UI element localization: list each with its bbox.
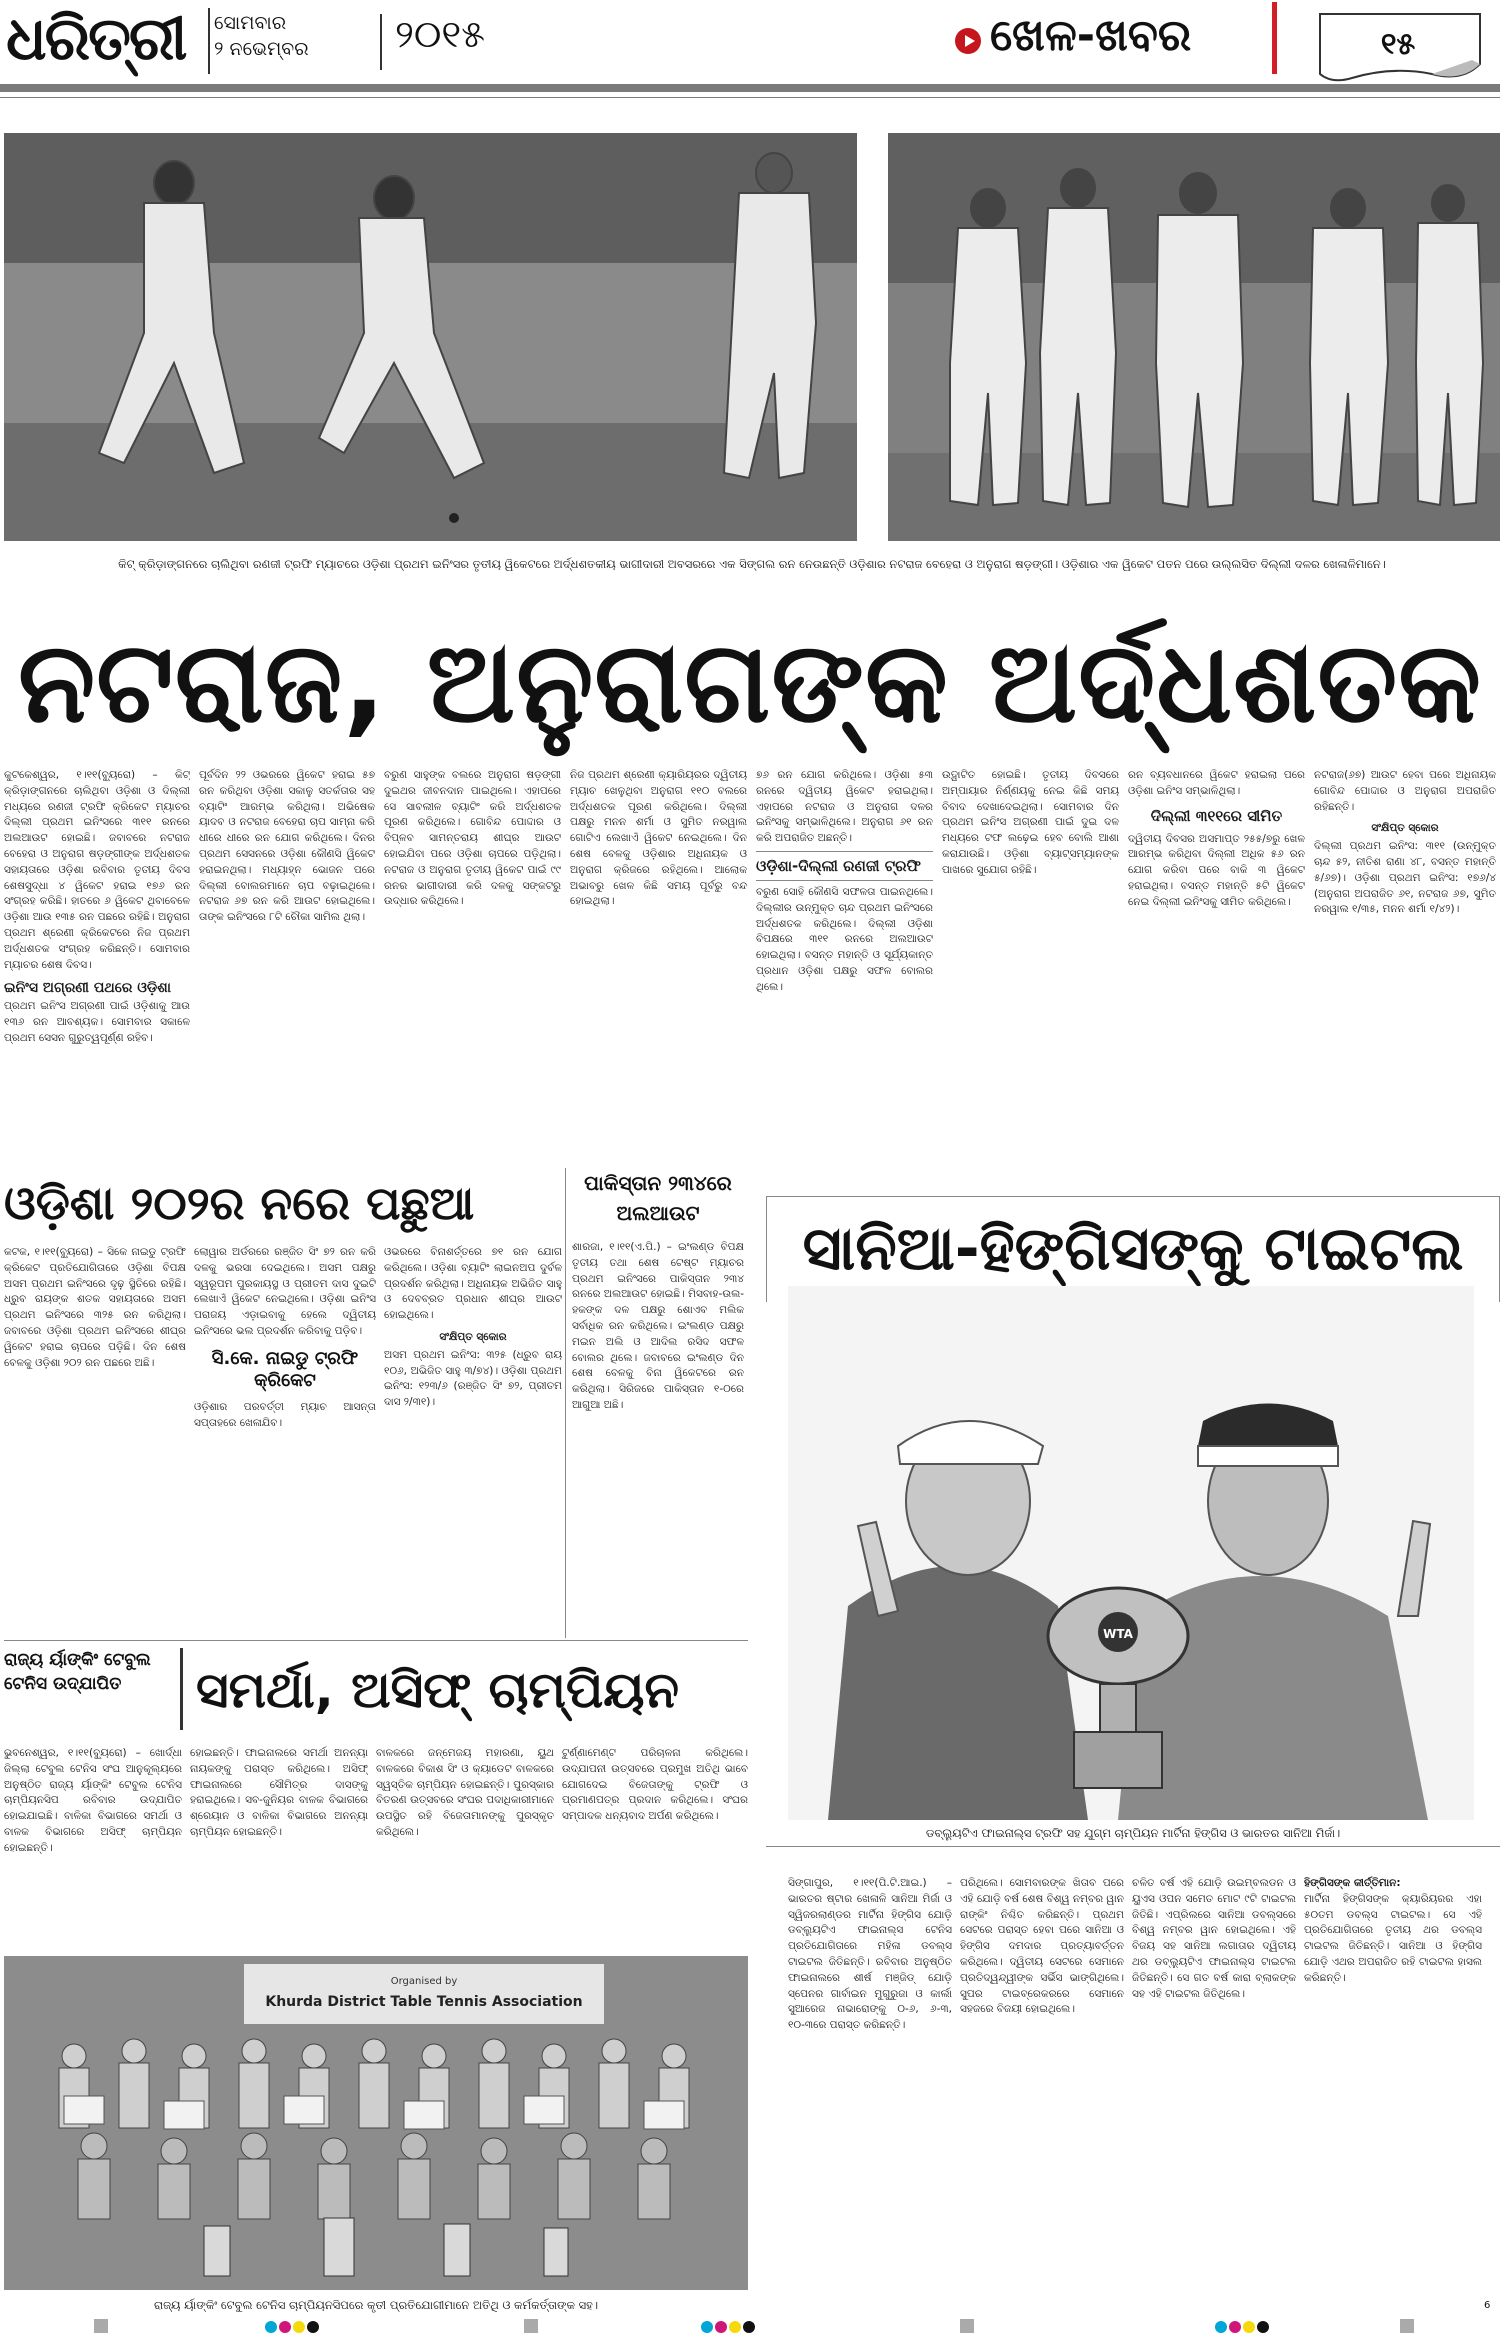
odisha-col-2b-text: ଓଡ଼ିଶାର ପରବର୍ତ୍ତୀ ମ୍ୟାଚ ଆସନ୍ତା ସପ୍ତାହରେ ଖେଳାଯିବ। — [194, 1400, 376, 1429]
tt-headline: ସମର୍ଥା, ଅସିଫ୍ ଚାମ୍ପିୟନ — [196, 1661, 680, 1719]
sania-caption: ଡବ୍ଲ୍ୟୁଟିଏ ଫାଇନାଲ୍ସ ଟ୍ରଫି ସହ ଯୁଗ୍ମ ଚାମ୍ପିୟନ ମାର୍ଟିନା ହିଙ୍ଗିସ ଓ ଭାରତର ସାନିଆ ମିର୍ଜା। — [925, 1826, 1341, 1840]
ranji-col-6: ଉଦ୍ଘାଟିତ ହୋଇଛି। ତୃତୀୟ ଦିବସରେ ଅମ୍ପାୟାର ନିର୍ଣ୍ଣୟକୁ ନେଇ କିଛି ସମୟ ବିବାଦ ଦେଖାଦେଇଥିଲା। ସୋମବାର ଦିନ ପ୍ରଥମ ଇନିଂସ ଅଗ୍ରଣୀ ପାଇଁ ଦୁଇ ଦଳ ମଧ୍ୟରେ ଟଫ ଲଢ଼େଇ ହେବ ବୋଲି ଆଶା କରାଯାଉଛି। ଓଡ଼ିଶା ବ୍ୟାଟ୍ସମ୍ୟାନଙ୍କ ପାଖରେ ସୁଯୋଗ ରହିଛି। — [942, 769, 1119, 876]
section-red-bar — [1272, 2, 1277, 74]
section-title: ଖେଳ-ଖବର — [990, 10, 1192, 61]
sania-caption-rule — [766, 1846, 1500, 1847]
header-divider-2 — [380, 14, 382, 70]
ranji-col-4: ନିଜ ପ୍ରଥମ ଶ୍ରେଣୀ କ୍ୟାରିୟରର ଦ୍ୱିତୀୟ ମ୍ୟାଚ ଖେଳୁଥିବା ଅନୁରାଗ ୧୧୦ ବଲରେ ଅର୍ଦ୍ଧଶତକ ପୂରଣ କରିଥିଲେ। ଦିଲ୍ଲୀ ପକ୍ଷରୁ ମନନ ଶର୍ମା ଓ ସୁମିତ ନରୱାଲ ଗୋଟିଏ ଲେଖାଏଁ ୱିକେଟ ନେଇଥିଲେ। ଦିନ ଶେଷ ବେଳକୁ ଓଡ଼ିଶାର ଅଧିନାୟକ ଓ ଅନୁରାଗ କ୍ରିଜରେ ରହିଥିଲେ। ଆଲୋକ ଅଭାବରୁ ଖେଳ କିଛି ସମୟ ପୂର୍ବରୁ ବନ୍ଦ ହୋଇଥିଲା। — [570, 769, 747, 908]
top-photo-caption: କିଟ୍ କ୍ରିଡ଼ାଙ୍ଗନରେ ଚାଲିଥିବା ରଣଜୀ ଟ୍ରଫି ମ୍ୟାଚରେ ଓଡ଼ିଶା ପ୍ରଥମ ଇନିଂସର ତୃତୀୟ ୱିକେଟରେ ଅର୍ଦ୍ଧଶତକୀୟ ଭାଗୀଦାରୀ ଅବସରରେ ଏକ ସିଙ୍ଗଲ ରନ ନେଉଛନ୍ତି ଓଡ଼ିଶାର ନଟରାଜ ବେହେରା ଓ ଅନୁରାଗ ଷଡ଼ଙ୍ଗୀ। ଓଡ଼ିଶାର ଏକ ୱିକେଟ ପତନ ପରେ ଉଲ୍ଲସିତ ଦିଲ୍ଲୀ ଦଳର ଖେଳାଳିମାନେ। — [118, 557, 1386, 571]
page-number-tab — [1312, 8, 1492, 88]
pakistan-body: ଶାରଜା, ୧।୧୧(ଏ.ପି.) – ଇଂଲଣ୍ଡ ବିପକ୍ଷ ତୃତୀୟ ତଥା ଶେଷ ଟେଷ୍ଟ ମ୍ୟାଚର ପ୍ରଥମ ଇନିଂସରେ ପାକିସ୍ତାନ ୨୩୪ ରନରେ ଅଲଆଉଟ ହୋଇଛି। ମିସବାହ-ଉଲ-ହକଙ୍କ ଦଳ ପକ୍ଷରୁ ଶୋଏବ ମଲିକ ସର୍ବାଧିକ ରନ କରିଥିଲେ। ଇଂଲଣ୍ଡ ପକ୍ଷରୁ ମଇନ ଅଲି ଓ ଆଦିଲ ରସିଦ ସଫଳ ବୋଲର ଥିଲେ। ଜବାବରେ ଇଂଲଣ୍ଡ ଦିନ ଶେଷ ବେଳକୁ ବିନା ୱିକେଟରେ ରନ କରିଥିଲା। ସିରିଜରେ ପାକିସ୍ତାନ ୧-୦ରେ ଆଗୁଆ ଅଛି। — [572, 1241, 744, 1411]
tt-col-1: ଭୁବନେଶ୍ୱର, ୧।୧୧(ବ୍ୟୁରୋ) – ଖୋର୍ଦ୍ଧା ଜିଲ୍ଲା ଟେବୁଲ ଟେନିସ ସଂଘ ଆନୁକୂଲ୍ୟରେ ଅନୁଷ୍ଠିତ ରାଜ୍ୟ ର୍ୟାଙ୍କିଂ ଟେବୁଲ ଟେନିସ ଚାମ୍ପିୟନସିପ ରବିବାର ଉଦ୍‌ଯାପିତ ହୋଇଯାଇଛି। ବାଳିକା ବିଭାଗରେ ସମର୍ଥା ଓ ବାଳକ ବିଭାଗରେ ଅସିଫ୍ ଚାମ୍ପିୟନ ହୋଇଛନ୍ତି। — [4, 1747, 182, 1854]
sania-col-4-text: ମାର୍ଟିନା ହିଙ୍ଗିସଙ୍କ କ୍ୟାରିୟରର ଏହା ୫୦ତମ ଡବଲ୍ସ ଟାଇଟଲ। ସେ ଏହି ପ୍ରତିଯୋଗିତାରେ ତୃତୀୟ ଥର ଡବଲ୍ସ ଟାଇଟଲ ଜିତିଛନ୍ତି। ସାନିଆ ଓ ହିଙ୍ଗିସ ଯୋଡ଼ି ଏଥର ଅପରାଜିତ ରହି ଟାଇଟଲ ହାସଲ କରିଛନ୍ତି। — [1304, 1892, 1482, 1984]
pakistan-headline-line2: ଅଲଆଉଟ — [616, 1201, 700, 1225]
trophy-label: WTA — [1103, 1627, 1133, 1641]
odisha-col-3 — [384, 1245, 562, 1637]
tt-banner-small: Organised by — [390, 1976, 458, 1987]
cmyk-dots-1 — [264, 2319, 324, 2333]
odisha-headline: ଓଡ଼ିଶା ୨୦୨ର ନରେ ପଛୁଆ — [4, 1176, 475, 1230]
tt-caption: ରାଜ୍ୟ ର୍ୟାଙ୍କିଂ ଟେବୁଲ ଟେନିସ ଚାମ୍ପିୟନସିପରେ କୃତୀ ପ୍ରତିଯୋଗୀମାନେ ଅତିଥି ଓ କର୍ମକର୍ତ୍ତାଙ୍କ ସହ। — [153, 2298, 599, 2312]
header-day: ସୋମବାର — [214, 12, 287, 34]
header-divider — [208, 8, 210, 74]
ranji-col-7b-text: ଦ୍ୱିତୀୟ ଦିବସର ଅସମାପ୍ତ ୨୫୫/୭ରୁ ଖେଳ ଆରମ୍ଭ କରିଥିବା ଦିଲ୍ଲୀ ଅଧିକ ୫୬ ରନ ଯୋଗ କରିବା ପରେ ବାକି ୩ ୱିକେଟ ହରାଇଥିଲା। ବସନ୍ତ ମହାନ୍ତି ୫ଟି ୱିକେଟ ନେଇ ଦିଲ୍ଲୀ ଇନିଂସକୁ ସୀମିତ କରିଥିଲେ। — [1128, 832, 1305, 908]
tt-top-rule — [4, 1640, 748, 1641]
tt-col-4: ଟୁର୍ଣ୍ଣାମେଣ୍ଟ ପରିଚାଳନା କରିଥିଲେ। ଉଦ୍‌ଯାପନୀ ଉତ୍ସବରେ ପ୍ରମୁଖ ଅତିଥି ଭାବେ ଯୋଗଦେଇ ବିଜେତାଙ୍କୁ ଟ୍ରଫି ଓ ପ୍ରମାଣପତ୍ର ପ୍ରଦାନ କରିଥିଲେ। ସଂଘର ସମ୍ପାଦକ ଧନ୍ୟବାଦ ଅର୍ପଣ କରିଥିଲେ। — [562, 1747, 748, 1823]
tt-side-head-text: ରାଜ୍ୟ ର୍ୟାଙ୍କିଂ ଟେବୁଲ ଟେନିସ ଉଦ୍‌ଯାପିତ — [4, 1650, 151, 1694]
page-code: 6 — [1484, 2300, 1491, 2311]
header-year: ୨୦୧୫ — [395, 12, 485, 56]
registration-mark — [94, 2319, 108, 2333]
pakistan-headline-line1: ପାକିସ୍ତାନ ୨୩୪ରେ — [584, 1171, 732, 1195]
tt-col-3: ବାଳକରେ ଜନ୍ମେଜୟ ମହାରଣା, ୟୁଥ ବାଳକରେ ବିକାଶ ସିଂ ଓ କ୍ୟାଡେଟ ବାଳକରେ ସ୍ୱସ୍ତିକ ଚାମ୍ପିୟନ ହୋଇଛନ୍ତି। ପୁରସ୍କାର ବିତରଣ ଉତ୍ସବରେ ସଂଘର ପଦାଧିକାରୀମାନେ ଉପସ୍ଥିତ ରହି ବିଜେତାମାନଙ୍କୁ ପୁରସ୍କୃତ କରିଥିଲେ। — [376, 1747, 554, 1838]
main-headline: ନଟରାଜ, ଅନୁରାଗଙ୍କ ଅର୍ଦ୍ଧଶତକ — [17, 618, 1483, 748]
ranji-col-3: ବରୁଣ ସାହୁଙ୍କ ବଲରେ ଅନୁରାଗ ଷଡ଼ଙ୍ଗୀ ଦୁଇଥର ଜୀବନଦାନ ପାଇଥିଲେ। ଏହାପରେ ସେ ସାବଲୀଳ ବ୍ୟାଟିଂ କରି ଅର୍ଦ୍ଧଶତକ ପୂରଣ କରିଥିଲେ। ଗୋବିନ୍ଦ ପୋଦ୍ଦାର ଓ ବିପ୍ଳବ ସାମନ୍ତରାୟ ଶୀଘ୍ର ଆଉଟ ହୋଇଯିବା ପରେ ଓଡ଼ିଶା ଚାପରେ ପଡ଼ିଥିଲା। ନଟରାଜ ଓ ଅନୁରାଗ ତୃତୀୟ ୱିକେଟ ପାଇଁ ୯୯ ରନର ଭାଗୀଦାରୀ କରି ଦଳକୁ ସଙ୍କଟରୁ ଉଦ୍ଧାର କରିଥିଲେ। — [384, 769, 561, 908]
ranji-col-5-head: ଓଡ଼ିଶା-ଦିଲ୍ଲୀ ରଣଜୀ ଟ୍ରଫି — [756, 851, 933, 881]
header-rule — [0, 84, 1500, 92]
odisha-divider — [565, 1168, 566, 1638]
cmyk-dots-2 — [700, 2319, 760, 2333]
registration-mark-3 — [960, 2319, 974, 2333]
ranji-col-8 — [1314, 768, 1496, 1160]
sania-headline: ସାନିଆ-ହିଙ୍ଗିସଙ୍କୁ ଟାଇଟଲ — [802, 1214, 1464, 1284]
ranji-scoreboard-title: ସଂକ୍ଷିପ୍ତ ସ୍କୋର — [1371, 822, 1439, 835]
ranji-col-8-text: ନଟରାଜ(୬୭) ଆଉଟ ହେବା ପରେ ଅଧିନାୟକ ଗୋବିନ୍ଦ ପୋଦ୍ଦାର ଓ ଅନୁରାଗ ଅପରାଜିତ ରହିଛନ୍ତି। — [1314, 769, 1496, 813]
header-rule-thin — [0, 97, 1500, 98]
header-date — [214, 10, 309, 62]
cricket-photo-left — [4, 133, 857, 541]
tt-col-2: ହୋଇଛନ୍ତି। ଫାଇନାଲରେ ସମର୍ଥା ଅନନ୍ୟା ନାୟକଙ୍କୁ ପରାସ୍ତ କରିଥିଲେ। ଅସିଫ୍ ଫାଇନାଲରେ ସୌମିତ୍ର ଦାସଙ୍କୁ ହରାଇଥିଲେ। ସବ-ଜୁନିୟର ବାଳକ ବିଭାଗରେ ଶ୍ରେୟାନ ଓ ବାଳିକା ବିଭାଗରେ ଅନନ୍ୟା ଚାମ୍ପିୟନ ହୋଇଛନ୍ତି। — [190, 1747, 368, 1838]
masthead: ଧରିତ୍ରୀ — [6, 4, 186, 74]
odisha-col-2-text: ଲୋୱାର ଅର୍ଡରରେ ରଞ୍ଜିତ ସିଂ ୭୨ ରନ କରି ଦଳକୁ ଭରସା ଦେଇଥିଲେ। ଅସମ ପକ୍ଷରୁ ସ୍ୱରୂପମ ପୁରକାୟସ୍ଥ ଓ ପ୍ରୀତମ ଦାସ ଦୁଇଟି ଲେଖାଏଁ ୱିକେଟ ନେଇଥିଲେ। ଓଡ଼ିଶା ଇନିଂସ ପରାଜୟ ଏଡ଼ାଇବାକୁ ହେଲେ ଦ୍ୱିତୀୟ ଇନିଂସରେ ଭଲ ପ୍ରଦର୍ଶନ କରିବାକୁ ପଡ଼ିବ। — [194, 1246, 376, 1337]
ranji-col-1b-text: ପ୍ରଥମ ଇନିଂସ ଅଗ୍ରଣୀ ପାଇଁ ଓଡ଼ିଶାକୁ ଆଉ ୧୩୬ ରନ ଆବଶ୍ୟକ। ସୋମବାର ସକାଳେ ପ୍ରଥମ ସେସନ ଗୁରୁତ୍ୱପୂର୍ଣ୍ଣ ରହିବ। — [4, 1000, 190, 1044]
ranji-col-2: ପୂର୍ବଦିନ ୨୨ ଓଭରରେ ୱିକେଟ ହରାଇ ୫୭ ରନ କରିଥିବା ଓଡ଼ିଶା ସକାଳୁ ସତର୍କତାର ସହ ବ୍ୟାଟିଂ ଆରମ୍ଭ କରିଥିଲା। ଅଭିଷେକ ୟାଦବ ଓ ନଟରାଜ ବେହେରା ଚାପ ସାମ୍ନା କରି ଧୀରେ ଧୀରେ ରନ ଯୋଗ କରିଥିଲେ। ଦିନର ପ୍ରଥମ ସେସନରେ ଓଡ଼ିଶା କୌଣସି ୱିକେଟ ହରାଇନଥିଲା। ମଧ୍ୟାହ୍ନ ଭୋଜନ ପରେ ଦିଲ୍ଲୀ ବୋଲରମାନେ ଚାପ ବଢ଼ାଇଥିଲେ। ନଟରାଜ ୬୭ ରନ କରି ଆଉଟ ହୋଇଥିଲେ। ତାଙ୍କ ଇନିଂସରେ ୮ଟି ଚୌକା ସାମିଲ ଥିଲା। — [199, 769, 375, 924]
odisha-col-3-text: ଓଭରରେ ବିନାଶର୍ତ୍ତରେ ୭୧ ରନ ଯୋଗ କରିଥିଲେ। ଓଡ଼ିଶା ବ୍ୟାଟିଂ ଲାଇନଅପ ଦୁର୍ବଳ ପ୍ରଦର୍ଶନ କରିଥିଲା। ଅଧିନାୟକ ଅଭିଜିତ ସାହୁ ଓ ଦେବବ୍ରତ ପ୍ରଧାନ ଶୀଘ୍ର ଆଉଟ ହୋଇଥିଲେ। — [384, 1246, 562, 1322]
ranji-scoreboard: ଦିଲ୍ଲୀ ପ୍ରଥମ ଇନିଂସ: ୩୧୧ (ଉନ୍ମୁକ୍ତ ଚାନ୍ଦ ୫୨, ନୀତିଶ ରାଣା ୪୮, ବସନ୍ତ ମହାନ୍ତି ୫/୬୭)। ଓଡ଼ିଶା ପ୍ରଥମ ଇନିଂସ: ୧୭୬/୪ (ଅନୁରାଗ ଅପରାଜିତ ୬୧, ନଟରାଜ ୬୭, ସୁମିତ ନରୱାଲ ୧/୩୫, ମନନ ଶର୍ମା ୧/୪୨)। — [1314, 840, 1496, 916]
ranji-col-7 — [1128, 768, 1305, 1160]
tt-head-divider — [180, 1648, 183, 1730]
ranji-subhead: ଇନିଂସ ଅଗ୍ରଣୀ ପଥରେ ଓଡ଼ିଶା — [4, 980, 171, 997]
sania-hingis-photo — [788, 1286, 1474, 1820]
cricket-photo-right — [888, 133, 1500, 541]
registration-mark-4 — [1400, 2319, 1414, 2333]
sania-col-1: ସିଙ୍ଗାପୁର, ୧।୧୧(ପି.ଟି.ଆଇ.) – ଭାରତର ଷ୍ଟାର ଖେଳାଳି ସାନିଆ ମିର୍ଜା ଓ ସ୍ୱିଜରଲାଣ୍ଡର ମାର୍ଟିନା ହିଙ୍ଗିସ ଯୋଡ଼ି ଡବ୍ଲ୍ୟୁଟିଏ ଫାଇନାଲ୍ସ ଟେନିସ ପ୍ରତିଯୋଗିତାରେ ମହିଳା ଡବଲ୍ସ ଟାଇଟଲ ଜିତିଛନ୍ତି। ରବିବାର ଅନୁଷ୍ଠିତ ଫାଇନାଲରେ ଶୀର୍ଷ ମଞ୍ଜିଡ୍ ଯୋଡ଼ି ସ୍ପେନର ଗାର୍ବାଇନ ମୁଗୁରୁଜା ଓ କାର୍ଲା ସୁଆରେଜ ନାଭାରୋଙ୍କୁ ୦-୬, ୬-୩, ୧୦-୩ରେ ପରାସ୍ତ କରିଛନ୍ତି। — [788, 1877, 952, 2032]
ranji-col-7-text: ରନ ବ୍ୟବଧାନରେ ୱିକେଟ ହରାଇଲା ପରେ ଓଡ଼ିଶା ଇନିଂସ ସମ୍ଭାଳିଥିଲା। — [1128, 769, 1305, 797]
ranji-col-5 — [756, 768, 933, 1160]
ranji-col-1-text: କୁଟକେଶ୍ୱର, ୧।୧୧(ବ୍ୟୁରୋ) – କିଟ୍ କ୍ରିଡ଼ାଙ୍ଗନରେ ଚାଲିଥିବା ଓଡ଼ିଶା ଓ ଦିଲ୍ଲୀ ମଧ୍ୟରେ ରଣଜୀ ଟ୍ରଫି କ୍ରିକେଟ ମ୍ୟାଚର ଦିଲ୍ଲୀ ପ୍ରଥମ ଇନିଂସରେ ୩୧୧ ରନରେ ଅଲଆଉଟ ହୋଇଛି। ଜବାବରେ ନଟରାଜ ବେହେରା ଓ ଅନୁରାଗ ଷଡ଼ଙ୍ଗୀଙ୍କ ଅର୍ଦ୍ଧଶତକ ସହାୟତାରେ ଓଡ଼ିଶା ରବିବାର ତୃତୀୟ ଦିବସ ଶେଷସୁଦ୍ଧା ୪ ୱିକେଟ ହରାଇ ୧୭୬ ରନ ସଂଗ୍ରହ କରିଛି। ହାତରେ ୬ ୱିକେଟ ଥିବାବେଳେ ଓଡ଼ିଶା ଆଉ ୧୩୫ ରନ ପଛରେ ରହିଛି। ଅନୁରାଗ ପ୍ରଥମ ଶ୍ରେଣୀ କ୍ରିକେଟରେ ନିଜ ପ୍ରଥମ ଅର୍ଦ୍ଧଶତକ ସଂଗ୍ରହ କରିଛନ୍ତି। ସୋମବାର ମ୍ୟାଚର ଶେଷ ଦିବସ। — [4, 769, 190, 971]
sania-col-2: ପରିଥିଲେ। ସୋମବାରଙ୍କ ଖିତାବ ପରେ ଏହି ଯୋଡ଼ି ବର୍ଷ ଶେଷ ବିଶ୍ୱ ନମ୍ବର ୱାନ ରାଙ୍କିଂ ନିଶ୍ଚିତ କରିଛନ୍ତି। ପ୍ରଥମ ସେଟରେ ପରାସ୍ତ ହେବା ପରେ ସାନିଆ ଓ ହିଙ୍ଗିସ ଦମଦାର ପ୍ରତ୍ୟାବର୍ତ୍ତନ କରିଥିଲେ। ଦ୍ୱିତୀୟ ସେଟରେ ସେମାନେ ପ୍ରତିଦ୍ୱନ୍ଦ୍ୱୀଙ୍କ ସର୍ଭିସ ଭାଙ୍ଗିଥିଲେ। ସୁପର ଟାଇବ୍ରେକରରେ ସେମାନେ ସହଜରେ ବିଜୟୀ ହୋଇଥିଲେ। — [960, 1877, 1124, 2016]
header-date-text: ୨ ନଭେମ୍ବର — [214, 38, 309, 60]
sania-col-3: ଚଳିତ ବର୍ଷ ଏହି ଯୋଡ଼ି ଉଇମ୍ବଲଡନ ଓ ୟୁଏସ ଓପନ ସମେତ ମୋଟ ୯ଟି ଟାଇଟଲ ଜିତିଛି। ଏପ୍ରିଲରେ ସାନିଆ ଡବଲ୍ସରେ ବିଶ୍ୱ ନମ୍ବର ୱାନ ହୋଇଥିଲେ। ଏହି ବିଜୟ ସହ ସାନିଆ ଲଗାତାର ଦ୍ୱିତୀୟ ଥର ଡବ୍ଲ୍ୟୁଟିଏ ଫାଇନାଲ୍ସ ଟାଇଟଲ ଜିତିଛନ୍ତି। ସେ ଗତ ବର୍ଷ କାରା ବ୍ଲାକଙ୍କ ସହ ଏହି ଟାଇଟଲ ଜିତିଥିଲେ। — [1132, 1877, 1296, 2000]
sania-col-4 — [1304, 1876, 1482, 2316]
tt-banner: Khurda District Table Tennis Association — [265, 1994, 583, 2010]
play-icon — [955, 28, 981, 54]
page-number: ୧୫ — [1380, 27, 1416, 62]
cmyk-dots-3 — [1214, 2319, 1274, 2333]
ranji-col-5b-text: ବରୁଣ ସୋହି କୌଣସି ସଫଳତା ପାଇନଥିଲେ। ଦିଲ୍ଲୀର ଉନ୍ମୁକ୍ତ ଚାନ୍ଦ ପ୍ରଥମ ଇନିଂସରେ ଅର୍ଦ୍ଧଶତକ କରିଥିଲେ। ଦିଲ୍ଲୀ ଓଡ଼ିଶା ବିପକ୍ଷରେ ୩୧୧ ରନରେ ଅଲଆଉଟ ହୋଇଥିଲା। ବସନ୍ତ ମହାନ୍ତି ଓ ସୂର୍ଯ୍ୟକାନ୍ତ ପ୍ରଧାନ ଓଡ଼ିଶା ପକ୍ଷରୁ ସଫଳ ବୋଲର ଥିଲେ। — [756, 885, 933, 993]
odisha-score-title: ସଂକ୍ଷିପ୍ତ ସ୍କୋର — [439, 1330, 507, 1343]
odisha-col-2 — [194, 1245, 376, 1637]
ranji-score-head: ଦିଲ୍ଲୀ ୩୧୧ରେ ସୀମିତ — [1150, 806, 1283, 825]
odisha-col-1: କଟକ, ୧।୧୧(ବ୍ୟୁରୋ) – ସିକେ ନାଇଡୁ ଟ୍ରଫି କ୍ରିକେଟ ପ୍ରତିଯୋଗିତାରେ ଓଡ଼ିଶା ବିପକ୍ଷ ଅସମ ପ୍ରଥମ ଇନିଂସରେ ଦୃଢ଼ ସ୍ଥିତିରେ ରହିଛି। ଧ୍ରୁବ ରାୟଙ୍କ ଶତକ ସହାୟତାରେ ଅସମ ପ୍ରଥମ ଇନିଂସରେ ୩୨୫ ରନ କରିଥିଲା। ଜବାବରେ ଓଡ଼ିଶା ପ୍ରଥମ ଇନିଂସରେ ଶୀଘ୍ର ୱିକେଟ ହରାଇ ଚାପରେ ପଡ଼ିଛି। ଦିନ ଶେଷ ବେଳକୁ ଓଡ଼ିଶା ୨୦୨ ରନ ପଛରେ ଅଛି। — [4, 1246, 186, 1369]
ranji-col-1 — [4, 768, 190, 1160]
sania-col-4-head: ହିଙ୍ଗିସଙ୍କ କୀର୍ତ୍ତିମାନ: — [1304, 1877, 1401, 1889]
ranji-col-5-text: ୭୬ ରନ ଯୋଗ କରିଥିଲେ। ଓଡ଼ିଶା ୫୩ ରନରେ ଦ୍ୱିତୀୟ ୱିକେଟ ହରାଇଥିଲା। ଏହାପରେ ନଟରାଜ ଓ ଅନୁରାଗ ଦଳର ଇନିଂସକୁ ସମ୍ଭାଳିଥିଲେ। ଅନୁରାଗ ୬୧ ରନ କରି ଅପରାଜିତ ଅଛନ୍ତି। — [756, 769, 933, 845]
odisha-subhead: ସି.କେ. ନାଇଡୁ ଟ୍ରଫି କ୍ରିକେଟ — [211, 1347, 359, 1391]
tt-side-head — [4, 1648, 172, 1696]
tt-group-photo — [4, 1956, 748, 2290]
registration-mark-2 — [524, 2319, 538, 2333]
odisha-score: ଅସମ ପ୍ରଥମ ଇନିଂସ: ୩୨୫ (ଧ୍ରୁବ ରାୟ ୧୦୬, ଅଭିଜିତ ସାହୁ ୩/୭୪)। ଓଡ଼ିଶା ପ୍ରଥମ ଇନିଂସ: ୧୨୩/୬ (ରଞ୍ଜିତ ସିଂ ୭୨, ପ୍ରୀତମ ଦାସ ୨/୩୧)। — [384, 1348, 562, 1409]
pakistan-headline — [572, 1168, 744, 1228]
